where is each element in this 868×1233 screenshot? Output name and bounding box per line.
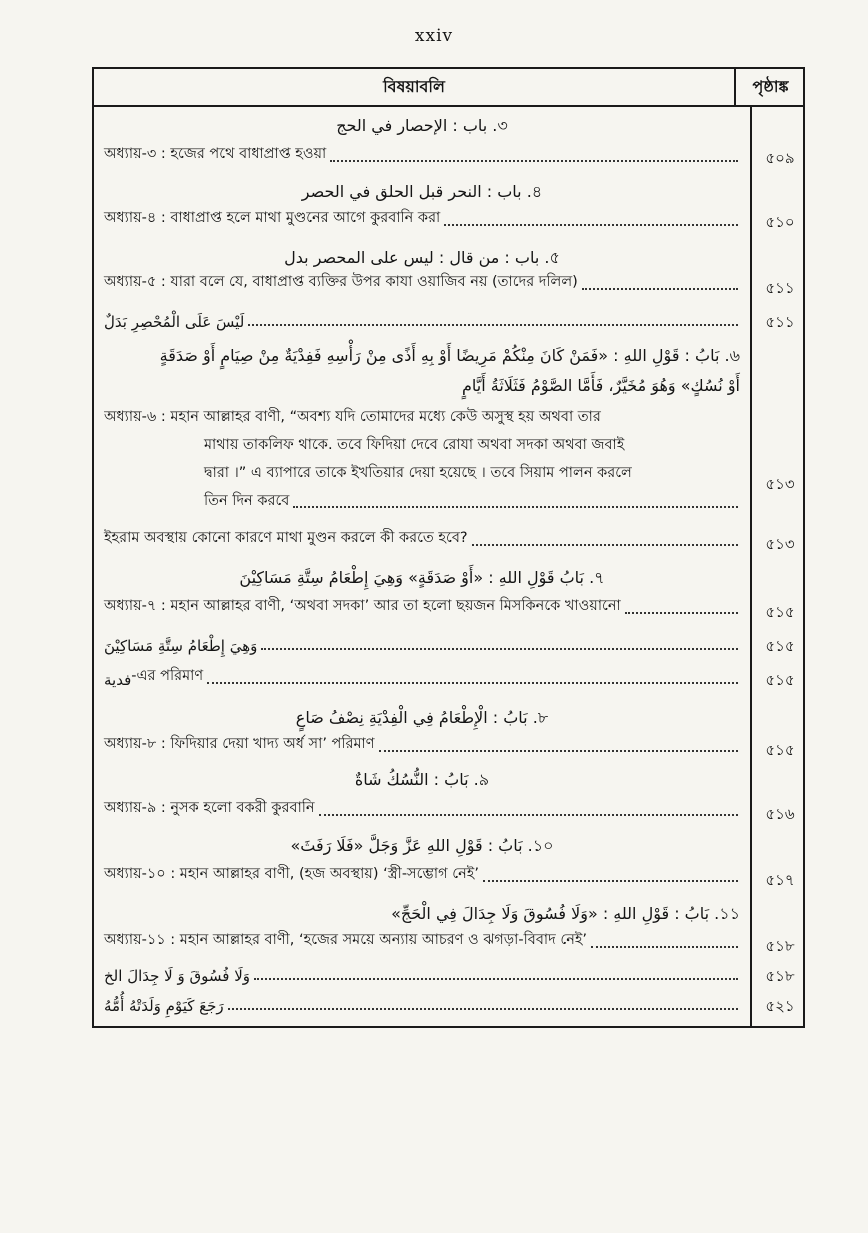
entry-text-arabic: فدية	[104, 671, 132, 689]
chapter-heading-9: ৯. بَابُ : النُّسُكُ شَاةٌ	[354, 770, 490, 789]
entry-text-arabic: وَهِيَ إِطْعَامُ سِتَّةِ مَسَاكِيْنَ	[104, 637, 258, 655]
chapter-heading-10: ১০. بَابُ : قَوْلِ اللهِ عَزَّ وَجَلَّ «فَلَا رَفَثَ»	[290, 836, 554, 855]
entry-line: দ্বারা ।” এ ব্যাপারে তাকে ইখতিয়ার দেয়া হয়েছে । তবে সিয়াম পালন করলে	[204, 465, 632, 481]
page-ref-513a: ৫১৩	[765, 475, 795, 493]
entry-text-arabic: وَلَا فُسُوقَ وَ لَا جِدَالَ الخ	[104, 967, 251, 985]
column-divider	[750, 105, 752, 1026]
entry-text: অধ্যায়-৯ : নুসক হলো বকরী কুরবানি	[104, 800, 315, 816]
page-ref-515c: ৫১৫	[765, 671, 795, 689]
toc-entry-11	[104, 929, 740, 953]
entry-text: অধ্যায়-১০ : মহান আল্লাহর বাণী, (হজ অবস্থায়) ‘স্ত্রী-সম্ভোগ নেই’	[104, 866, 479, 882]
chapter-heading-5: ৫. باب : من قال : ليس على المحصر بدل	[284, 248, 560, 267]
page-ref-510: ৫১০	[765, 213, 795, 231]
page-ref-513b: ৫১৩	[765, 535, 795, 553]
toc-entry-arabic-1	[104, 307, 740, 331]
chapter-heading-3: ৩. باب : الإحصار في الحج	[336, 116, 508, 135]
toc-entry-fidya	[104, 665, 740, 689]
toc-entry-3	[104, 143, 740, 167]
page-ref-515b: ৫১৫	[765, 637, 795, 655]
toc-entry-4	[104, 207, 740, 231]
toc-entry-arabic-3	[104, 961, 740, 985]
toc-entry-6	[104, 403, 740, 515]
chapter-heading-4: ৪. باب : النحر قبل الحلق في الحصر	[301, 182, 543, 201]
page-ref-511b: ৫১১	[765, 313, 795, 331]
entry-line-text: তিন দিন করবে	[204, 493, 290, 509]
entry-text: অধ্যায়-১১ : মহান আল্লাহর বাণী, ‘হজের সময়ে অন্যায় আচরণ ও ঝগড়া-বিবাদ নেই’	[104, 932, 588, 948]
entry-line	[104, 487, 740, 515]
page-ref-521: ৫২১	[765, 997, 795, 1015]
chapter-heading-6	[104, 341, 740, 401]
page-ref-515d: ৫১৫	[765, 741, 795, 759]
page-ref-518b: ৫১৮	[765, 967, 795, 985]
chapter-heading-11: ১১. بَابُ : قَوْلِ اللهِ : «وَلَا فُسُوقَ وَلَا جِدَالَ فِي الْحَجِّ»	[391, 904, 740, 923]
toc-entry-arabic-4	[104, 991, 740, 1015]
entry-line: মাথায় তাকলিফ থাকে. তবে ফিদিয়া দেবে রোযা অথবা সদকা অথবা জবাই	[204, 437, 625, 453]
entry-text: ইহরাম অবস্থায় কোনো কারণে মাথা মুণ্ডন করলে কী করতে হবে?	[104, 530, 468, 546]
chapter-heading-7: ৭. بَابُ قَوْلِ اللهِ : «أَوْ صَدَقَةٍ» وَهِيَ إِطْعَامُ سِتَّةِ مَسَاكِيْنَ	[239, 568, 605, 587]
table-header	[94, 69, 803, 107]
entry-text-arabic: لَيْسَ عَلَى الْمُحْصِرِ بَدَلٌ	[104, 313, 245, 331]
page-ref-516: ৫১৬	[765, 805, 795, 823]
toc-entry-ihram	[104, 527, 740, 551]
entry-text: অধ্যায়-৮ : ফিদিয়ার দেয়া খাদ্য অর্ধ সা’ পরিমাণ	[104, 736, 375, 752]
toc-entry-5	[104, 271, 740, 295]
toc-entry-8	[104, 733, 740, 757]
page-number: xxiv	[414, 26, 454, 46]
page-ref-518a: ৫১৮	[765, 937, 795, 955]
toc-entry-7	[104, 595, 740, 619]
toc-entry-10	[104, 863, 740, 887]
entry-text: অধ্যায়-৭ : মহান আল্লাহর বাণী, ‘অথবা সদকা’ আর তা হলো ছয়জন মিসকিনকে খাওয়ানো	[104, 598, 621, 614]
chapter-heading-8: ৮. بَابُ : الْإِطْعَامُ فِي الْفِدْيَةِ نِصْفُ صَاعٍ	[295, 708, 549, 727]
toc-entry-arabic-2	[104, 631, 740, 655]
page-ref-517: ৫১৭	[765, 871, 795, 889]
entry-text: -এর পরিমাণ	[131, 668, 204, 684]
page-ref-511a: ৫১১	[765, 279, 795, 297]
entry-text: অধ্যায়-৫ : যারা বলে যে, বাধাপ্রাপ্ত ব্যক্তির উপর কাযা ওয়াজিব নয় (তাদের দলিল)	[104, 274, 578, 290]
page-ref-509: ৫০৯	[765, 149, 795, 167]
subject-column-header: বিষয়াবলি	[383, 76, 445, 96]
contents-table	[92, 67, 805, 1028]
entry-text-arabic: رَجَعَ كَيَوْمِ وَلَدَتْهُ أُمُّهُ	[104, 997, 224, 1015]
page-ref-515a: ৫১৫	[765, 603, 795, 621]
heading-line: ৬. بَابُ : قَوْلِ اللهِ : «فَمَنْ كَانَ مِنْكُمْ مَرِيضًا أَوْ بِهِ أَذًى مِنْ رَأْسِهِ فَفِدْيَةٌ مِنْ صِيَامٍ أَوْ صَدَقَةٍ	[159, 346, 740, 365]
entry-text: অধ্যায়-৩ : হজের পথে বাধাপ্রাপ্ত হওয়া	[104, 146, 327, 162]
toc-entry-9	[104, 797, 740, 821]
entry-text: অধ্যায়-৪ : বাধাপ্রাপ্ত হলে মাথা মুণ্ডনের আগে কুরবানি করা	[104, 210, 441, 226]
page-column-header: পৃষ্ঠাঙ্ক	[734, 69, 805, 105]
heading-line: أَوْ نُسُكٍ» وَهُوَ مُخَيَّرٌ، فَأَمَّا الصَّوْمُ فَثَلَاثَةُ أَيَّامٍ	[462, 376, 740, 395]
entry-line: অধ্যায়-৬ : মহান আল্লাহর বাণী, “অবশ্য যদি তোমাদের মধ্যে কেউ অসুস্থ হয় অথবা তার	[104, 409, 601, 425]
